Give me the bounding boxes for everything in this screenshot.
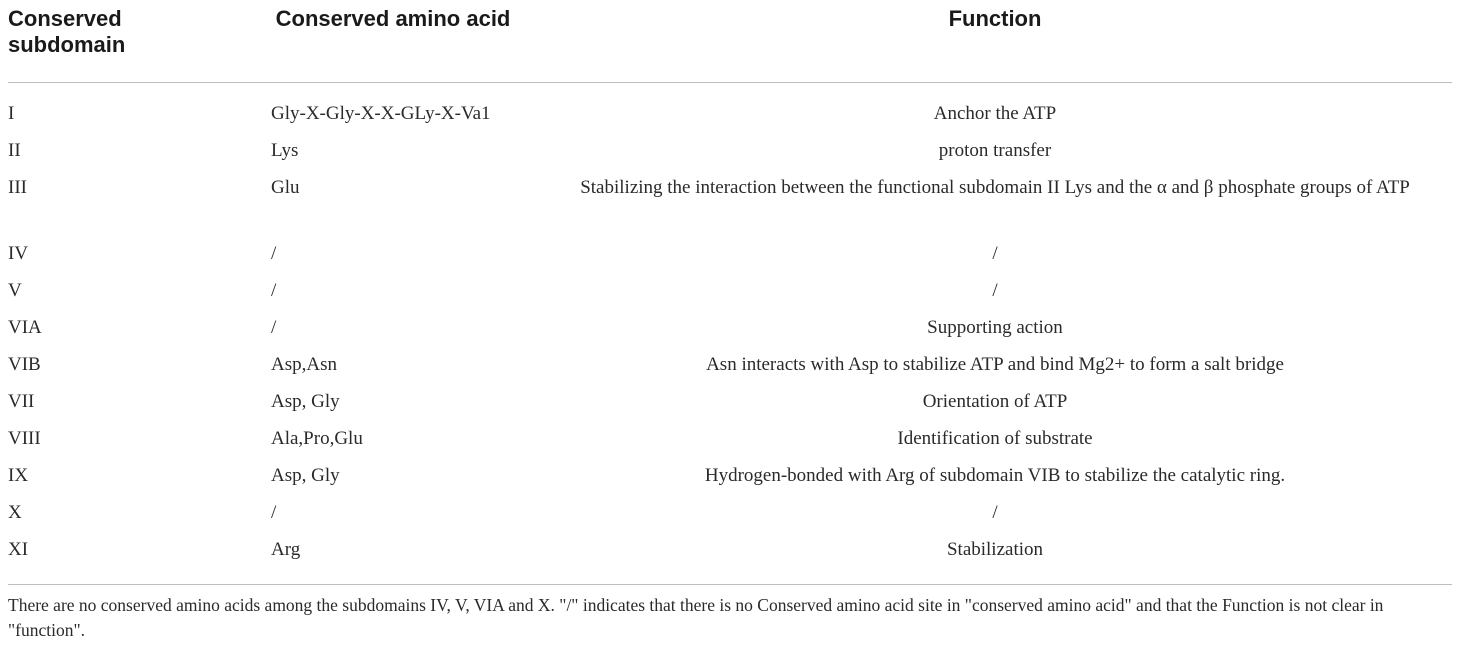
cell-subdomain: XI [8,539,29,560]
cell-subdomain: V [8,280,22,301]
cell-subdomain: VIB [8,354,41,375]
cell-amino-acid: Lys [271,140,299,161]
header-conserved-amino-acid: Conserved amino acid [275,6,511,31]
cell-subdomain: X [8,502,22,523]
cell-function: Anchor the ATP [933,103,1057,124]
cell-function: proton transfer [938,140,1052,161]
cell-function: Identification of substrate [897,428,1093,449]
header-function: Function [948,6,1042,31]
cell-subdomain: I [8,103,15,124]
cell-subdomain: IX [8,465,29,486]
cell-amino-acid: Asp, Gly [271,391,340,412]
cell-function: Orientation of ATP [922,391,1068,412]
cell-amino-acid: Gly-X-Gly-X-X-GLy-X-Va1 [271,103,491,124]
cell-amino-acid: Glu [271,177,300,198]
cell-subdomain: VIA [8,317,42,338]
cell-amino-acid: Asp, Gly [271,465,340,486]
cell-function: / [992,280,998,301]
cell-subdomain: VIII [8,428,41,449]
cell-function: Asn interacts with Asp to stabilize ATP and bind Mg2+ to form a salt bridge [706,354,1284,375]
cell-function: / [992,243,998,264]
cell-function: Supporting action [927,317,1063,338]
cell-function: Stabilizing the interaction between the functional subdomain II Lys and the α and β phosphate groups of ATP [580,177,1410,198]
cell-amino-acid: Arg [271,539,301,560]
cell-amino-acid: Asp,Asn [271,354,337,375]
cell-amino-acid: Ala,Pro,Glu [271,428,363,449]
cell-amino-acid: / [271,243,277,264]
table-footnote: There are no conserved amino acids among the subdomains IV, V, VIA and X. "/" indicates that there is no Conserved amino acid site in "conserved amino acid" and that the Function is not clear in "function". [8,595,1384,640]
cell-amino-acid: / [271,280,277,301]
cell-amino-acid: / [271,502,277,523]
header-conserved-subdomain: Conserved subdomain [8,6,126,57]
cell-function: / [992,502,998,523]
cell-subdomain: III [8,177,27,198]
cell-subdomain: II [8,140,21,161]
cell-amino-acid: / [271,317,277,338]
header-divider [8,82,1452,83]
cell-function: Stabilization [946,539,1044,560]
footer-divider [8,584,1452,585]
cell-subdomain: VII [8,391,35,412]
cell-function: Hydrogen-bonded with Arg of subdomain VIB to stabilize the catalytic ring. [704,465,1286,486]
cell-subdomain: IV [8,243,29,264]
